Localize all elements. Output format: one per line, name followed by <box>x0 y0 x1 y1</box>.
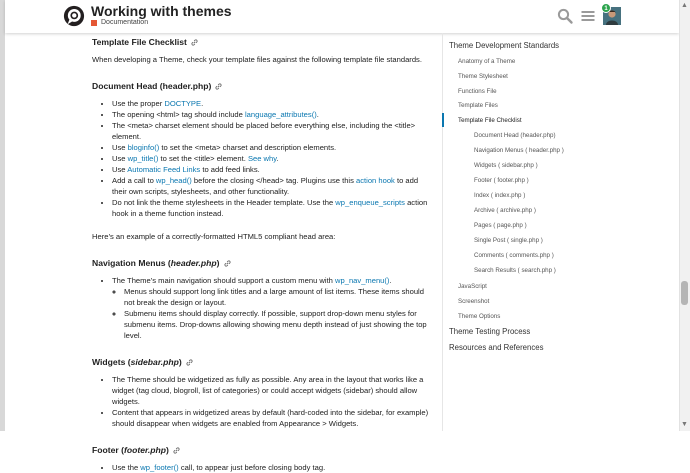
toc-item-widgets[interactable]: Widgets ( sidebar.php ) <box>474 162 538 169</box>
site-header <box>5 0 679 33</box>
category-label: Documentation <box>101 19 149 26</box>
heading-filename: sidebar.php <box>130 357 179 367</box>
toc-active-indicator <box>442 113 444 127</box>
anchor-link-icon[interactable] <box>190 38 199 47</box>
toc-item-pages[interactable]: Pages ( page.php ) <box>474 222 527 229</box>
anchor-link-icon[interactable] <box>214 82 223 91</box>
see-why-link[interactable]: See why <box>247 154 277 163</box>
toc-item-index[interactable]: Index ( index.php ) <box>474 192 526 199</box>
toc-item-search-results[interactable]: Search Results ( search.php ) <box>474 267 556 274</box>
toc-item-theme-development-standards[interactable]: Theme Development Standards <box>449 41 560 50</box>
list-item: ◦ Menus should support long link titles and a large amount of list items. These items should not break the design or layout. <box>124 286 432 308</box>
topic-title[interactable]: Working with themes <box>91 3 232 19</box>
list-item: • The Theme should be widgetized as fully as possible. Any area in the layout that works like a widget (tag cloud, blogroll, list of categories) or could accept widgets (sidebar) should allow widgets. <box>112 374 432 407</box>
example-paragraph: Here’s an example of a correctly-formatted HTML5 compliant head area: <box>92 232 336 241</box>
vertical-scrollbar[interactable] <box>679 0 690 431</box>
toc-item-template-file-checklist[interactable]: Template File Checklist <box>458 117 522 124</box>
notification-badge[interactable]: 1 <box>601 3 611 13</box>
doctype-link[interactable]: DOCTYPE <box>164 99 202 108</box>
list-item: • The <meta> charset element should be placed before everything else, including the <title> element. <box>112 120 432 142</box>
document-head-list <box>92 98 432 219</box>
navigation-sublist <box>112 286 432 341</box>
scroll-down-icon[interactable]: ▼ <box>681 421 688 428</box>
heading-filename: header.php <box>170 258 217 268</box>
list-item: • Content that appears in widgetized areas by default (hard-coded into the sidebar, for example) should disappear when widgets are enabled from Appearance > Widgets. <box>112 407 432 429</box>
bloginfo-link[interactable]: bloginfo() <box>127 143 160 152</box>
toc-item-screenshot[interactable]: Screenshot <box>458 298 490 305</box>
heading-filename: footer.php <box>123 445 166 455</box>
toc-item-theme-stylesheet[interactable]: Theme Stylesheet <box>458 73 508 80</box>
toc-item-resources-and-references[interactable]: Resources and References <box>449 343 544 352</box>
anchor-link-icon[interactable] <box>185 358 194 367</box>
list-item: • Use wp_title() to set the <title> element. See why. <box>112 153 432 164</box>
post-content <box>92 33 432 472</box>
wp-footer-link[interactable]: wp_footer() <box>140 463 179 472</box>
logo-icon[interactable] <box>63 5 85 27</box>
toc-item-archive[interactable]: Archive ( archive.php ) <box>474 207 536 214</box>
intro-paragraph: When developing a Theme, check your template files against the following template file standards. <box>92 55 422 64</box>
toc-item-template-files[interactable]: Template Files <box>458 102 498 109</box>
toc-item-document-head[interactable]: Document Head (header.php) <box>474 132 556 139</box>
toc-item-anatomy-of-a-theme[interactable]: Anatomy of a Theme <box>458 58 516 65</box>
list-item: • Use bloginfo() to set the <meta> charset and description elements. <box>112 142 432 153</box>
window-frame-left <box>0 0 5 431</box>
wp-nav-menu-link[interactable]: wp_nav_menu() <box>335 276 390 285</box>
heading-text: Document Head (header.php) <box>92 81 212 91</box>
wp-title-link[interactable]: wp_title() <box>127 154 159 163</box>
heading-document-head <box>92 81 432 91</box>
toc-item-single-post[interactable]: Single Post ( single.php ) <box>474 237 543 244</box>
widgets-list <box>92 374 432 429</box>
wp-enqueue-scripts-link[interactable]: wp_enqueue_scripts <box>335 198 405 207</box>
section-heading-template-file-checklist <box>92 37 432 47</box>
list-item: • Add a call to wp_head() before the closing </head> tag. Plugins use this action hook to add their own scripts, stylesheets, and other functionality. <box>112 175 432 197</box>
category-badge[interactable] <box>91 19 148 26</box>
toc-item-comments[interactable]: Comments ( comments.php ) <box>474 252 554 259</box>
list-item: ◦ Submenu items should display correctly. If possible, support drop-down menu styles for submenu items. Drop-downs allowing showing menu depth instead of just showing the top level. <box>124 308 432 341</box>
anchor-link-icon[interactable] <box>223 259 232 268</box>
footer-list <box>92 462 432 473</box>
navigation-menus-list <box>92 275 432 341</box>
section-heading-text: Template File Checklist <box>92 37 187 47</box>
category-color-square <box>91 20 97 26</box>
scroll-up-icon[interactable]: ▲ <box>681 2 688 9</box>
list-item: • The Theme’s main navigation should support a custom menu with wp_nav_menu(). ◦ Menus should support long link titles and a large amount of list items. These items should not break the design or layout. ◦ Submenu items should display correctly. If possible, support drop-down menu styles for submenu items. Drop-downs allowing showing menu depth instead of just showing the top level. <box>112 275 432 341</box>
toc-item-navigation-menus[interactable]: Navigation Menus ( header.php ) <box>474 147 564 154</box>
table-of-contents <box>442 33 679 431</box>
heading-widgets: Widgets ( sidebar.php ) <box>92 357 432 367</box>
toc-item-theme-options[interactable]: Theme Options <box>458 313 501 320</box>
heading-footer: Footer ( footer.php ) <box>92 445 432 455</box>
list-item: • Use the wp_footer() call, to appear just before closing body tag. <box>112 462 432 473</box>
menu-icon[interactable] <box>580 8 596 24</box>
scrollbar-thumb[interactable] <box>681 281 688 305</box>
toc-item-javascript[interactable]: JavaScript <box>458 283 487 290</box>
heading-navigation-menus: Navigation Menus ( header.php ) <box>92 258 432 268</box>
language-attributes-link[interactable]: language_attributes() <box>244 110 317 119</box>
search-icon[interactable] <box>557 8 573 24</box>
list-item: • The opening <html> tag should include language_attributes(). <box>112 109 432 120</box>
list-item: • Do not link the theme stylesheets in the Header template. Use the wp_enqueue_scripts action hook in a theme function instead. <box>112 197 432 219</box>
wp-head-link[interactable]: wp_head() <box>155 176 192 185</box>
action-hook-link[interactable]: action hook <box>356 176 395 185</box>
toc-item-footer[interactable]: Footer ( footer.php ) <box>474 177 529 184</box>
automatic-feed-links-link[interactable]: Automatic Feed Links <box>127 165 201 174</box>
toc-item-theme-testing-process[interactable]: Theme Testing Process <box>449 327 531 336</box>
list-item: • Use the proper DOCTYPE. <box>112 98 432 109</box>
toc-item-functions-file[interactable]: Functions File <box>458 88 497 95</box>
anchor-link-icon[interactable] <box>172 446 181 455</box>
list-item: • Use Automatic Feed Links to add feed links. <box>112 164 432 175</box>
